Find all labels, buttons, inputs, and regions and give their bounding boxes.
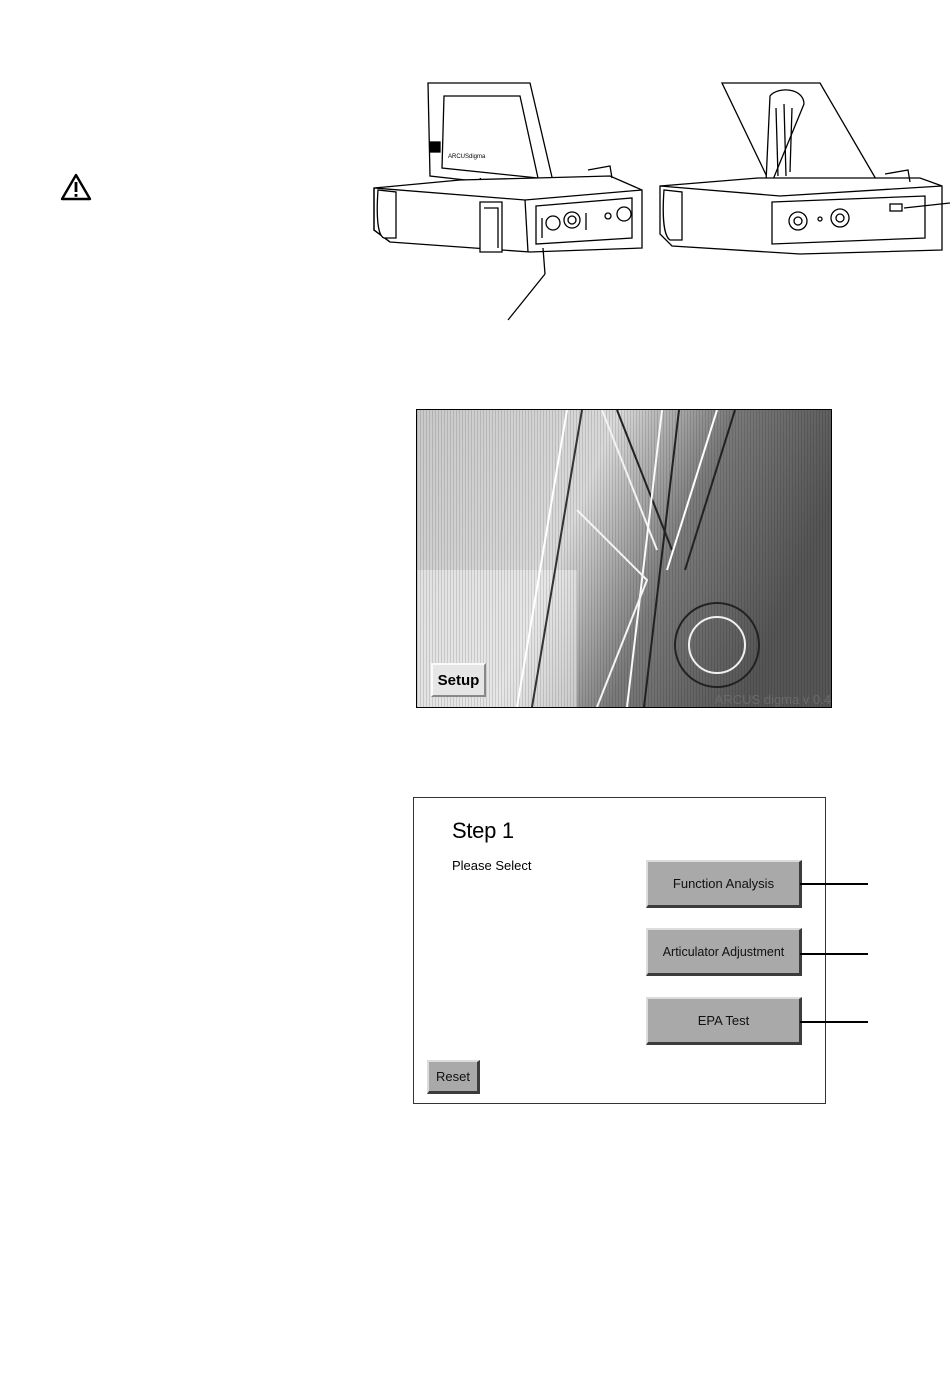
step-title: Step 1 bbox=[452, 818, 514, 843]
device-brand-label: ARCUSdigma bbox=[448, 154, 486, 160]
warning-icon bbox=[60, 172, 92, 202]
function-analysis-button[interactable]: Function Analysis bbox=[646, 860, 802, 908]
setup-button[interactable]: Setup bbox=[431, 663, 486, 697]
step-selection-screen bbox=[413, 797, 826, 1104]
leader-line-epa-test bbox=[800, 1021, 868, 1023]
step-subtitle: Please Select bbox=[452, 858, 532, 873]
leader-line-function-analysis bbox=[800, 883, 868, 885]
splash-screen bbox=[416, 409, 832, 708]
articulator-adjustment-button[interactable]: Articulator Adjustment bbox=[646, 928, 802, 976]
epa-test-button[interactable]: EPA Test bbox=[646, 997, 802, 1045]
reset-button[interactable]: Reset bbox=[427, 1060, 480, 1094]
device-illustration bbox=[360, 78, 950, 328]
leader-line-articulator-adjustment bbox=[800, 953, 868, 955]
version-label: ARCUS digma v 0.4 bbox=[714, 692, 831, 707]
